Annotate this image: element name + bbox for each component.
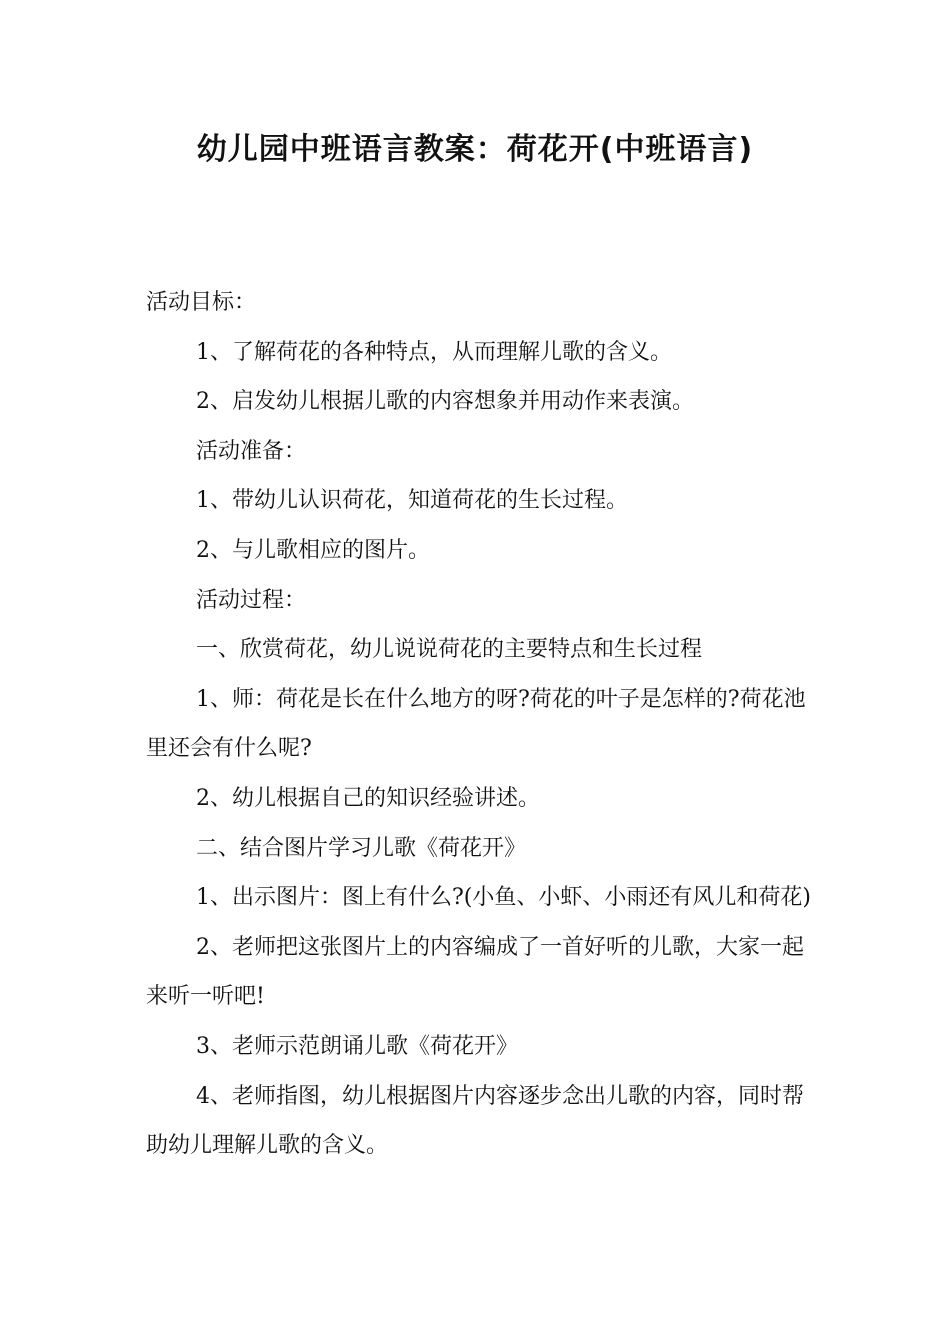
section-heading-preparation: 活动准备： bbox=[196, 438, 307, 464]
paragraph: 1、出示图片：图上有什么?(小鱼、小虾、小雨还有风儿和荷花) bbox=[196, 885, 811, 911]
paragraph: 2、幼儿根据自己的知识经验讲述。 bbox=[196, 785, 540, 811]
paragraph: 4、老师指图，幼儿根据图片内容逐步念出儿歌的内容，同时帮助幼儿理解儿歌的含义。 bbox=[146, 1083, 804, 1159]
paragraph: 1、了解荷花的各种特点，从而理解儿歌的含义。 bbox=[196, 339, 672, 365]
paragraph: 2、与儿歌相应的图片。 bbox=[196, 537, 430, 563]
paragraph: 1、师：荷花是长在什么地方的呀?荷花的叶子是怎样的?荷花池里还会有什么呢? bbox=[146, 686, 806, 762]
document-body bbox=[146, 278, 818, 1171]
paragraph: 2、老师把这张图片上的内容编成了一首好听的儿歌，大家一起来听一听吧! bbox=[146, 934, 804, 1010]
paragraph: 一、欣赏荷花，幼儿说说荷花的主要特点和生长过程 bbox=[196, 637, 703, 663]
paragraph: 3、老师示范朗诵儿歌《荷花开》 bbox=[196, 1033, 518, 1059]
section-heading-objectives: 活动目标： bbox=[146, 290, 257, 315]
paragraph: 2、启发幼儿根据儿歌的内容想象并用动作来表演。 bbox=[196, 389, 694, 415]
document-title: 幼儿园中班语言教案：荷花开(中班语言) bbox=[196, 132, 754, 167]
paragraph: 1、带幼儿认识荷花，知道荷花的生长过程。 bbox=[196, 488, 628, 514]
paragraph: 二、结合图片学习儿歌《荷花开》 bbox=[196, 835, 527, 861]
section-heading-process: 活动过程： bbox=[196, 587, 307, 613]
